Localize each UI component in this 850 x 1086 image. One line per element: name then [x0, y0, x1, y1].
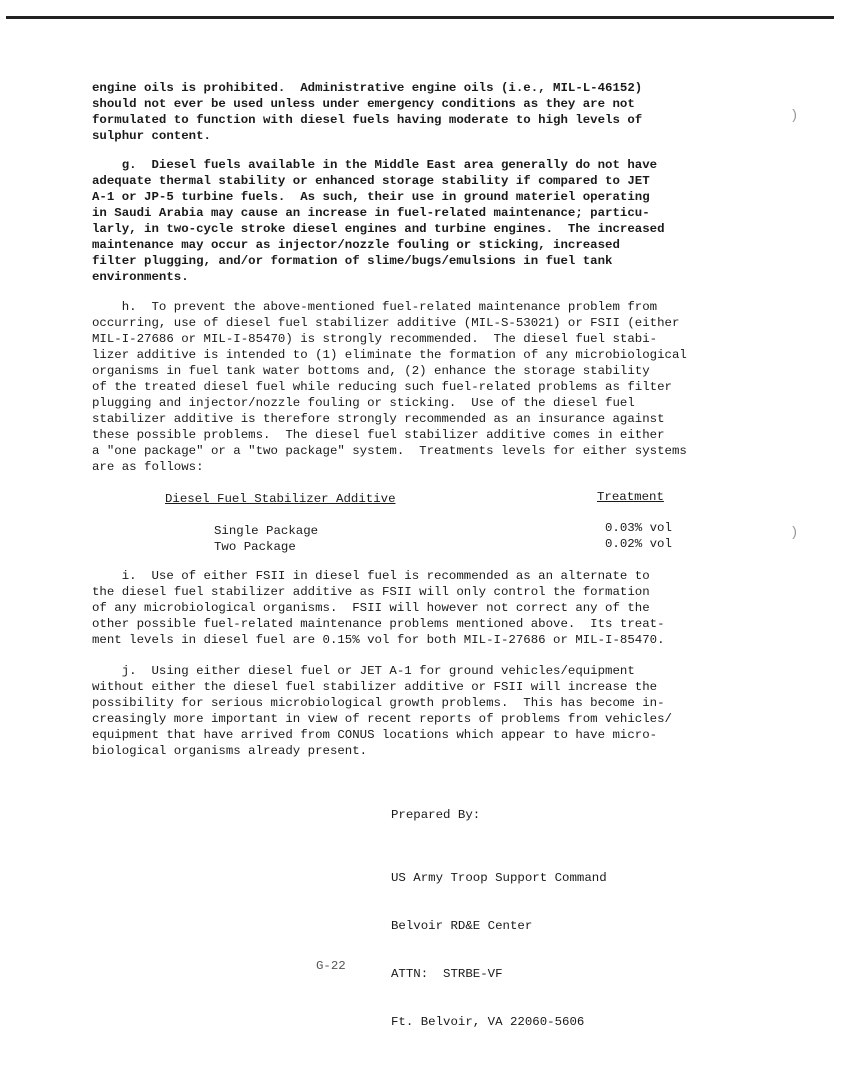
paragraph-i: [92, 568, 752, 648]
text-line: lizer additive is intended to (1) eliminate the formation of any microbiological: [92, 348, 687, 362]
address-line: Ft. Belvoir, VA 22060-5606: [391, 1015, 585, 1029]
text-line: plugging and injector/nozzle fouling or sticking. Use of the diesel fuel: [92, 396, 635, 410]
text-line: possibility for serious microbiological growth problems. This has become in-: [92, 696, 665, 710]
text-line: organisms in fuel tank water bottoms and, (2) enhance the storage stability: [92, 364, 650, 378]
text-line: other possible fuel-related maintenance problems mentioned above. Its treat-: [92, 617, 665, 631]
text-line: the diesel fuel stabilizer additive as FSII will only control the formation: [92, 585, 650, 599]
table-row-label: Two Package: [214, 540, 296, 554]
text-line: h. To prevent the above-mentioned fuel-related maintenance problem from: [92, 300, 658, 314]
page-number: G-22: [316, 959, 346, 973]
text-line: larly, in two-cycle stroke diesel engines and turbine engines. The increased: [92, 222, 665, 236]
text-line: j. Using either diesel fuel or JET A-1 for ground vehicles/equipment: [92, 664, 635, 678]
text-line: biological organisms already present.: [92, 744, 368, 758]
text-line: formulated to function with diesel fuels having moderate to high levels of: [92, 113, 643, 127]
text-line: g. Diesel fuels available in the Middle East area generally do not have: [92, 158, 658, 172]
table-row-value: 0.02% vol: [605, 537, 672, 551]
text-line: filter plugging, and/or formation of slime/bugs/emulsions in fuel tank: [92, 254, 613, 268]
text-line: MIL-I-27686 or MIL-I-85470) is strongly recommended. The diesel fuel stabi-: [92, 332, 658, 346]
text-line: of the treated diesel fuel while reducing such fuel-related problems as filter: [92, 380, 672, 394]
text-line: occurring, use of diesel fuel stabilizer additive (MIL-S-53021) or FSII (either: [92, 316, 680, 330]
top-rule: [6, 16, 834, 19]
address-line: Belvoir RD&E Center: [391, 919, 533, 933]
paragraph-h: [92, 299, 752, 475]
text-line: engine oils is prohibited. Administrative engine oils (i.e., MIL-L-46152): [92, 81, 643, 95]
text-line: maintenance may occur as injector/nozzle fouling or sticking, increased: [92, 238, 620, 252]
text-line: these possible problems. The diesel fuel stabilizer additive comes in either: [92, 428, 665, 442]
text-line: of any microbiological organisms. FSII will however not correct any of the: [92, 601, 650, 615]
table-row-value: 0.03% vol: [605, 521, 672, 535]
text-line: in Saudi Arabia may cause an increase in fuel-related maintenance; particu-: [92, 206, 650, 220]
text-line: should not ever be used unless under emergency conditions as they are not: [92, 97, 635, 111]
text-line: equipment that have arrived from CONUS locations which appear to have micro-: [92, 728, 658, 742]
text-line: environments.: [92, 270, 189, 284]
prepared-by-label: Prepared By:: [391, 808, 481, 822]
address-line: US Army Troop Support Command: [391, 871, 607, 885]
address-line: ATTN: STRBE-VF: [391, 967, 503, 981]
address-block: [391, 838, 607, 1046]
paragraph-j: [92, 663, 752, 759]
paragraph-g: [92, 157, 752, 285]
text-line: adequate thermal stability or enhanced storage stability if compared to JET: [92, 174, 650, 188]
table-header-treatment: Treatment: [597, 490, 664, 504]
scan-artifact: ): [790, 525, 799, 541]
text-line: creasingly more important in view of recent reports of problems from vehicles/: [92, 712, 672, 726]
table-header-additive: Diesel Fuel Stabilizer Additive: [165, 492, 396, 506]
text-line: A-1 or JP-5 turbine fuels. As such, their use in ground materiel operating: [92, 190, 650, 204]
table-row-label: Single Package: [214, 524, 319, 538]
scan-artifact: ): [790, 108, 799, 124]
text-line: stabilizer additive is therefore strongly recommended as an insurance against: [92, 412, 665, 426]
text-line: a "one package" or a "two package" system. Treatments levels for either systems: [92, 444, 687, 458]
text-line: sulphur content.: [92, 129, 211, 143]
text-line: are as follows:: [92, 460, 204, 474]
text-line: without either the diesel fuel stabilizer additive or FSII will increase the: [92, 680, 658, 694]
text-line: ment levels in diesel fuel are 0.15% vol for both MIL-I-27686 or MIL-I-85470.: [92, 633, 665, 647]
intro-paragraph: [92, 80, 752, 144]
text-line: i. Use of either FSII in diesel fuel is recommended as an alternate to: [92, 569, 650, 583]
